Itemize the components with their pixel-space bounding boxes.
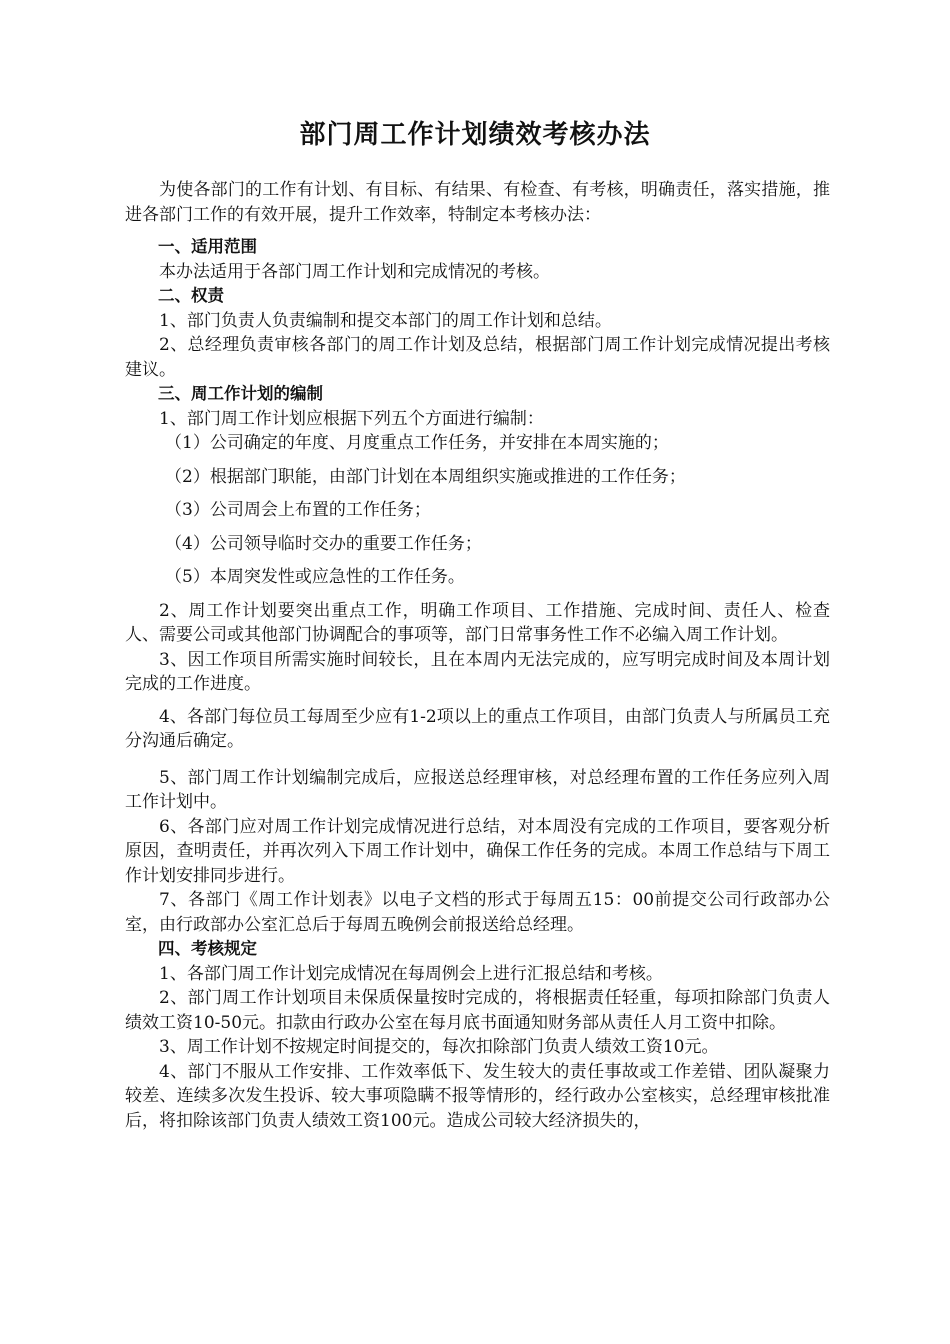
section-heading-responsibility: 二、权责 — [158, 286, 224, 305]
assessment-paragraph-4: 4、部门不服从工作安排、工作效率低下、发生较大的责任事故或工作差错、团队凝聚力较差、连续多次发生投诉、较大事项隐瞒不报等情形的，经行政办公室核实，总经理审核批准后，将扣除该部门负责人绩效工资100元。造成公司较大经济损失的， — [125, 1061, 830, 1131]
plan-paragraph-4: 4、各部门每位员工每周至少应有1-2项以上的重点工作项目，由部门负责人与所属员工充分沟通后确定。 — [125, 706, 830, 751]
section-heading-scope: 一、适用范围 — [158, 237, 257, 256]
assessment-paragraph-3: 3、周工作计划不按规定时间提交的，每次扣除部门负责人绩效工资10元。 — [159, 1037, 719, 1057]
plan-paragraph-5: 5、部门周工作计划编制完成后，应报送总经理审核，对总经理布置的工作任务应列入周工作计划中。 — [125, 767, 830, 812]
assessment-paragraph-2: 2、部门周工作计划项目未保质保量按时完成的，将根据责任轻重，每项扣除部门负责人绩效工资10-50元。扣款由行政办公室在每月底书面通知财务部从责任人月工资中扣除。 — [125, 988, 830, 1033]
scope-paragraph: 本办法适用于各部门周工作计划和完成情况的考核。 — [159, 261, 550, 282]
plan-item-1: （1）公司确定的年度、月度重点工作任务，并安排在本周实施的； — [165, 433, 669, 453]
section-heading-plan-compilation: 三、周工作计划的编制 — [158, 384, 323, 403]
plan-paragraph-1: 1、部门周工作计划应根据下列五个方面进行编制： — [159, 408, 544, 429]
intro-paragraph: 为使各部门的工作有计划、有目标、有结果、有检查、有考核，明确责任，落实措施，推进各部门工作的有效开展，提升工作效率，特制定本考核办法： — [125, 180, 830, 225]
responsibility-paragraph-2: 2、总经理负责审核各部门的周工作计划及总结，根据部门周工作计划完成情况提出考核建议。 — [125, 335, 830, 380]
document-title: 部门周工作计划绩效考核办法 — [299, 120, 651, 150]
plan-item-2: （2）根据部门职能，由部门计划在本周组织实施或推进的工作任务； — [165, 466, 686, 487]
plan-paragraph-3: 3、因工作项目所需实施时间较长，且在本周内无法完成的，应写明完成时间及本周计划完成的工作进度。 — [125, 649, 830, 694]
assessment-paragraph-1: 1、各部门周工作计划完成情况在每周例会上进行汇报总结和考核。 — [159, 963, 663, 984]
plan-item-4: （4）公司领导临时交办的重要工作任务； — [165, 533, 482, 554]
section-heading-assessment: 四、考核规定 — [158, 939, 257, 958]
document-body — [125, 178, 830, 1133]
responsibility-paragraph-1: 1、部门负责人负责编制和提交本部门的周工作计划和总结。 — [159, 310, 612, 331]
plan-paragraph-7: 7、各部门《周工作计划表》以电子文档的形式于每周五15：00前提交公司行政部办公室，由行政部办公室汇总后于每周五晚例会前报送给总经理。 — [125, 890, 830, 935]
plan-item-3: （3）公司周会上布置的工作任务； — [165, 500, 431, 520]
plan-item-5: （5）本周突发性或应急性的工作任务。 — [165, 567, 465, 587]
plan-paragraph-2: 2、周工作计划要突出重点工作，明确工作项目、工作措施、完成时间、责任人、检查人、需要公司或其他部门协调配合的事项等，部门日常事务性工作不必编入周工作计划。 — [125, 600, 830, 645]
plan-paragraph-6: 6、各部门应对周工作计划完成情况进行总结，对本周没有完成的工作项目，要客观分析原因，查明责任，并再次列入下周工作计划中，确保工作任务的完成。本周工作总结与下周工作计划安排同步进行。 — [125, 816, 830, 886]
